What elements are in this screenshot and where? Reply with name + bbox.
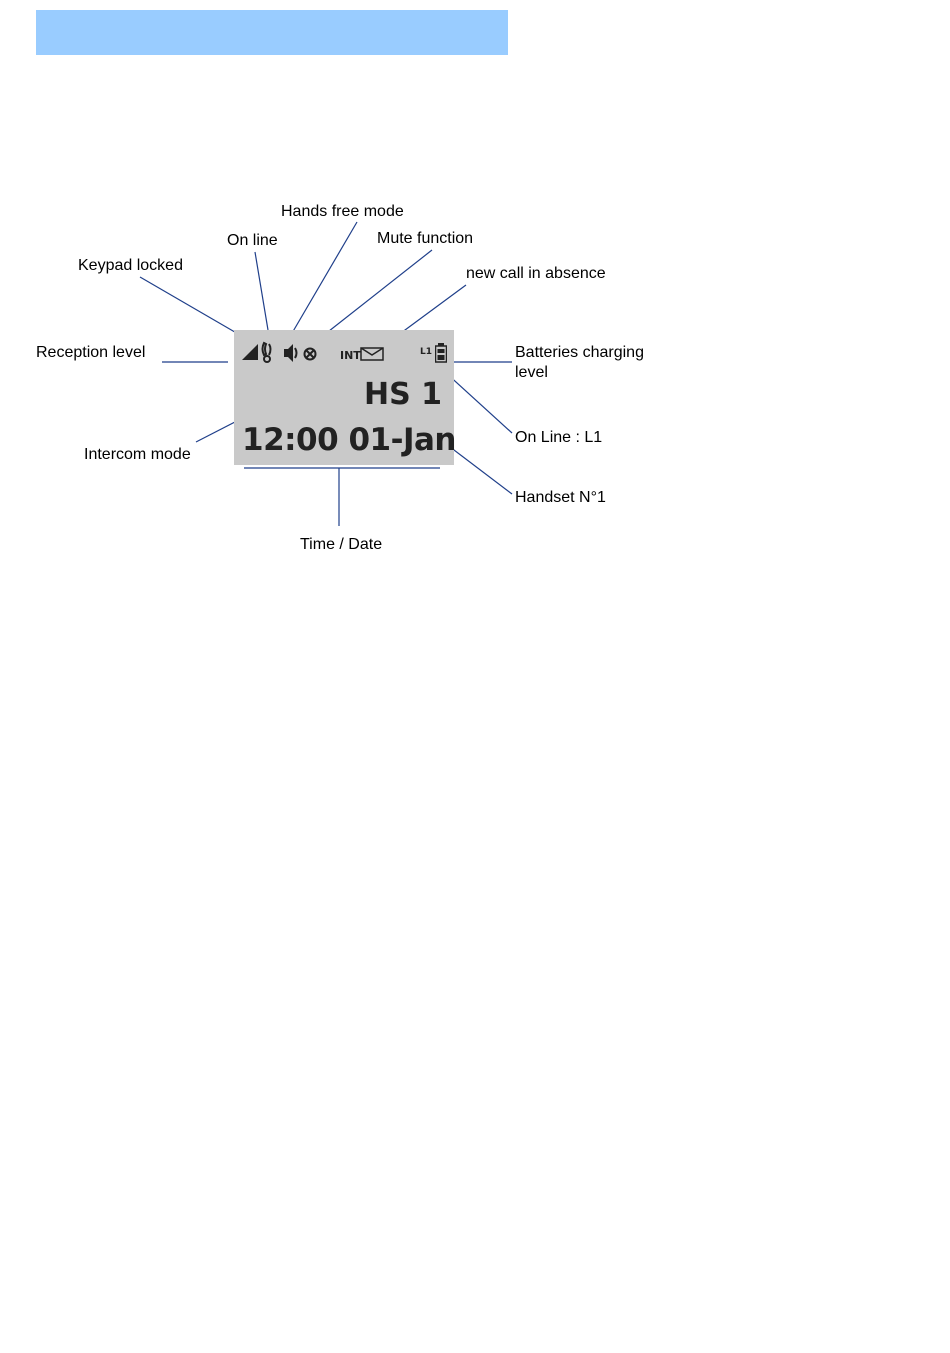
speaker-icon bbox=[284, 344, 300, 362]
line-indicator: L1 bbox=[420, 347, 432, 357]
leader-line-handsfree bbox=[288, 222, 357, 340]
envelope-icon bbox=[360, 347, 384, 361]
label-time-date: Time / Date bbox=[300, 536, 383, 553]
label-mute: Mute function bbox=[377, 230, 474, 247]
intercom-indicator: INT bbox=[340, 349, 361, 362]
handset-icon bbox=[260, 341, 274, 363]
label-new-call: new call in absence bbox=[466, 265, 606, 282]
battery-icon bbox=[435, 343, 447, 363]
mute-icon bbox=[303, 347, 317, 361]
label-handset: Handset N°1 bbox=[515, 489, 606, 506]
lcd-screen bbox=[234, 330, 454, 465]
label-batteries-1: Batteries charging bbox=[515, 344, 644, 361]
signal-icon bbox=[242, 344, 258, 360]
leader-line-online bbox=[255, 252, 268, 330]
clock-display: 12:00 01-Jan bbox=[242, 422, 456, 458]
label-intercom: Intercom mode bbox=[84, 446, 191, 463]
label-reception: Reception level bbox=[36, 344, 146, 361]
label-keypad-locked: Keypad locked bbox=[78, 257, 183, 274]
label-on-line: On line bbox=[227, 232, 278, 249]
label-online-l1: On Line : L1 bbox=[515, 429, 603, 446]
handset-number: HS 1 bbox=[364, 377, 443, 412]
label-batteries-2: level bbox=[515, 364, 548, 381]
label-hands-free: Hands free mode bbox=[281, 203, 404, 220]
